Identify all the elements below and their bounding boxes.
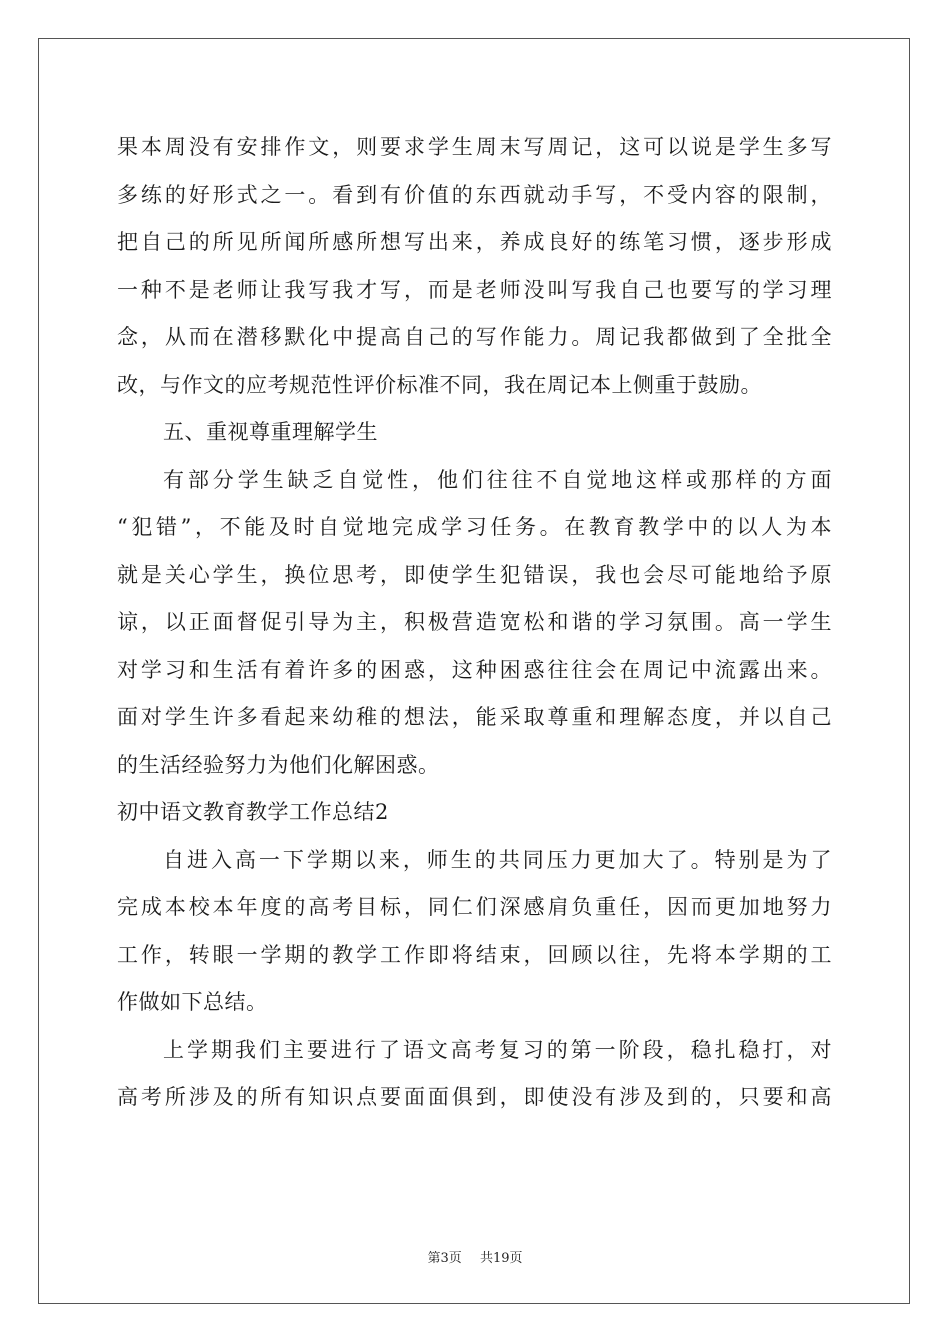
document-body — [117, 124, 832, 1122]
text-line: 有部分学生缺乏自觉性，他们往往不自觉地这样或那样的方面 — [163, 467, 832, 492]
text-line: 自进入高一下学期以来，师生的共同压力更加大了。特别是为了 — [163, 847, 832, 872]
text-line: 果本周没有安排作文，则要求学生周末写周记，这可以说是学生多写 — [117, 135, 832, 159]
page-number: 第3页 — [427, 1251, 462, 1266]
text-line: 作做如下总结。 — [117, 990, 268, 1014]
text-line: 高考所涉及的所有知识点要面面俱到，即使没有涉及到的，只要和高 — [117, 1085, 832, 1109]
text-line: 谅，以正面督促引导为主，积极营造宽松和谐的学习氛围。高一学生 — [117, 610, 832, 634]
text-line: 面对学生许多看起来幼稚的想法，能采取尊重和理解态度，并以自己 — [117, 705, 832, 729]
text-line: 一种不是老师让我写我才写，而是老师没叫写我自己也要写的学习理 — [117, 277, 832, 302]
text-line: 就是关心学生，换位思考，即使学生犯错误，我也会尽可能地给予原 — [117, 562, 832, 587]
text-line: 完成本校本年度的高考目标，同仁们深感肩负重任，因而更加地努力 — [117, 895, 832, 919]
text-line: 把自己的所见所闻所感所想写出来，养成良好的练笔习惯，逐步形成 — [117, 230, 832, 254]
section-heading: 初中语文教育教学工作总结2 — [117, 800, 389, 824]
text-line: 五、重视尊重理解学生 — [163, 420, 378, 444]
text-line: 多练的好形式之一。看到有价值的东西就动手写，不受内容的限制， — [117, 182, 832, 207]
text-line: 的生活经验努力为他们化解困惑。 — [117, 752, 440, 777]
text-line: 上学期我们主要进行了语文高考复习的第一阶段，稳扎稳打，对 — [163, 1037, 832, 1062]
page-total: 共19页 — [479, 1251, 523, 1266]
page-footer — [0, 1247, 950, 1266]
text-line: 念，从而在潜移默化中提高自己的写作能力。周记我都做到了全批全 — [117, 325, 832, 349]
text-line: 对学习和生活有着许多的困惑，这种困惑往往会在周记中流露出来。 — [117, 657, 832, 682]
text-line: 改，与作文的应考规范性评价标准不同，我在周记本上侧重于鼓励。 — [117, 372, 762, 397]
text-line: “犯错”，不能及时自觉地完成学习任务。在教育教学中的以人为本 — [117, 515, 832, 539]
text-line: 工作，转眼一学期的教学工作即将结束，回顾以往，先将本学期的工 — [117, 942, 832, 967]
